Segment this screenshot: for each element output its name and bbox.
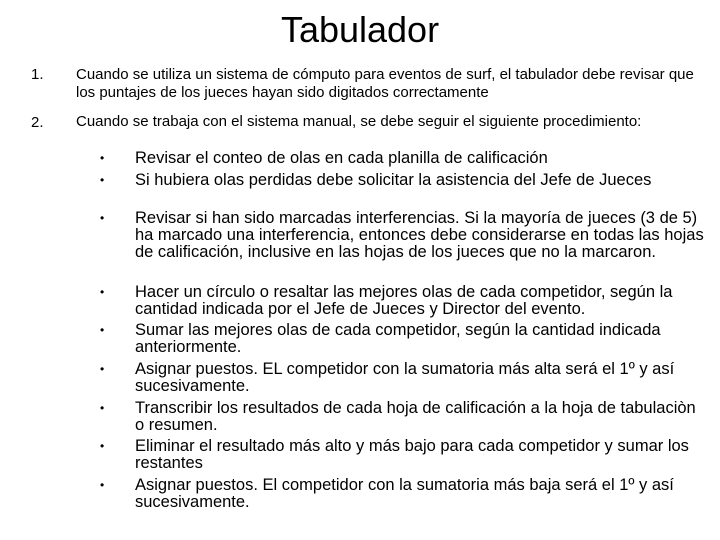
list-item-1-text: Cuando se utiliza un sistema de cómputo para eventos de surf, el tabulador debe revisar que los puntajes de los jueces hayan sido digitados correctamente [76,66,694,101]
sub-list-item: Hacer un círculo o resaltar las mejores olas de cada competidor, según la cantidad indicada por el Jefe de Jueces y Director del evento. [135,283,673,318]
sub-list-item: Eliminar el resultado más alto y más bajo para cada competidor y sumar los restantes [135,437,689,472]
list-number-1: 1. [31,66,44,83]
sub-list-item: Asignar puestos. EL competidor con la sumatoria más alta será el 1º y así sucesivamente. [135,360,675,395]
bullet-icon: • [100,362,105,376]
sub-list-item: Si hubiera olas perdidas debe solicitar la asistencia del Jefe de Jueces [135,171,652,189]
bullet-icon: • [100,151,105,165]
bullet-icon: • [100,173,105,187]
sub-list-item: Asignar puestos. El competidor con la sumatoria más baja será el 1º y así sucesivamente. [135,476,674,511]
bullet-icon: • [100,285,105,299]
list-item-2-text: Cuando se trabaja con el sistema manual, se debe seguir el siguiente procedimiento: [76,113,642,130]
sub-list-item: Revisar si han sido marcadas interferencias. Si la mayoría de jueces (3 de 5) ha marcado una interferencia, entonces debe considerarse en todas las hojas de calificación, inclusive en las hojas de los jueces que no la marcaron. [135,209,704,261]
bullet-icon: • [100,323,105,337]
bullet-icon: • [100,478,105,492]
bullet-icon: • [100,401,105,415]
bullet-icon: • [100,439,105,453]
sub-list-item: Transcribir los resultados de cada hoja de calificación a la hoja de tabulaciòn o resumen. [135,399,696,434]
list-number-2: 2. [31,114,44,131]
sub-list-item: Revisar el conteo de olas en cada planilla de calificación [135,149,548,167]
slide-title: Tabulador [280,9,440,50]
sub-list-item: Sumar las mejores olas de cada competidor, según la cantidad indicada anteriormente. [135,321,661,356]
bullet-icon: • [100,211,105,225]
